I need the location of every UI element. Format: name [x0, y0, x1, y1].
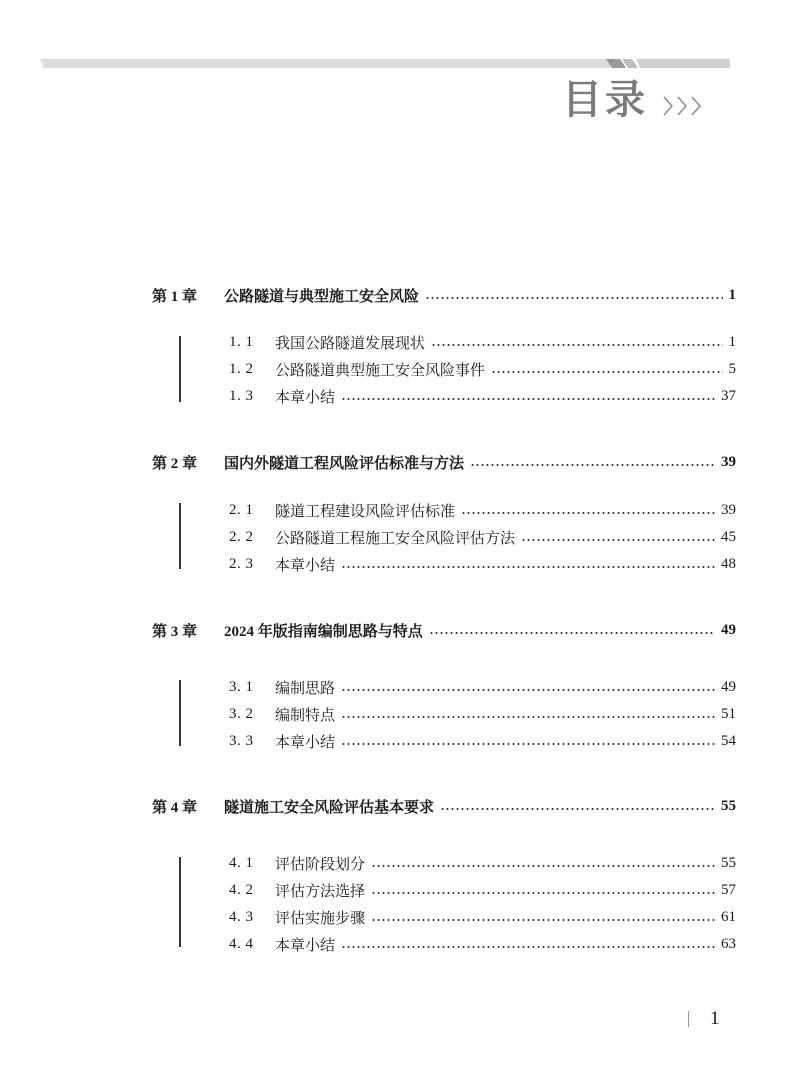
section-group-bar: [179, 680, 181, 746]
toc-section[interactable]: [229, 851, 736, 875]
section-page: 63: [721, 935, 736, 952]
toc-section[interactable]: [229, 932, 736, 956]
section-title: 我国公路隧道发展现状: [275, 335, 426, 352]
section-number: 3. 2: [229, 705, 254, 722]
section-title: 编制思路: [275, 680, 336, 697]
section-group-bar: [179, 857, 181, 947]
dot-leader: [341, 743, 715, 745]
chapter-number: 第 2 章: [152, 455, 198, 472]
chapter-number: 第 1 章: [152, 288, 198, 305]
dot-leader: [371, 919, 715, 921]
dot-leader: [371, 865, 715, 867]
chapter-page: 49: [721, 621, 736, 638]
toc-chapter[interactable]: [152, 450, 736, 474]
section-title: 本章小结: [275, 937, 336, 954]
toc-section[interactable]: [229, 384, 736, 408]
section-number: 2. 1: [229, 501, 254, 518]
section-page: 1: [728, 333, 736, 350]
section-title: 本章小结: [275, 557, 336, 574]
section-page: 39: [721, 501, 736, 518]
section-title: 评估实施步骤: [275, 910, 366, 927]
section-group-bar: [179, 336, 181, 402]
dot-leader: [491, 371, 722, 373]
toc-section[interactable]: [229, 905, 736, 929]
section-title: 评估阶段划分: [275, 856, 366, 873]
section-page: 51: [721, 705, 736, 722]
section-page: 5: [728, 360, 736, 377]
toc-section[interactable]: [229, 675, 736, 699]
chapter-title: 公路隧道与典型施工安全风险: [224, 288, 420, 305]
section-number: 4. 4: [229, 935, 254, 952]
dot-leader: [429, 632, 715, 634]
toc-section[interactable]: [229, 498, 736, 522]
section-group-bar: [179, 503, 181, 569]
section-number: 1. 3: [229, 387, 254, 404]
dot-leader: [425, 297, 722, 299]
toc-section[interactable]: [229, 330, 736, 354]
chevron-right-icon: [662, 95, 706, 117]
toc-section[interactable]: [229, 357, 736, 381]
toc-section[interactable]: [229, 878, 736, 902]
section-number: 1. 2: [229, 360, 254, 377]
dot-leader: [371, 892, 715, 894]
chapter-page: 1: [728, 286, 736, 303]
section-number: 3. 1: [229, 678, 254, 695]
section-title: 本章小结: [275, 734, 336, 751]
dot-leader: [521, 539, 715, 541]
dot-leader: [341, 946, 715, 948]
section-title: 本章小结: [275, 389, 336, 406]
section-title: 评估方法选择: [275, 883, 366, 900]
section-page: 37: [721, 387, 736, 404]
chapter-number: 第 3 章: [152, 623, 198, 640]
section-page: 57: [721, 881, 736, 898]
section-page: 48: [721, 555, 736, 572]
dot-leader: [461, 512, 715, 514]
dot-leader: [341, 398, 715, 400]
chapter-title: 隧道施工安全风险评估基本要求: [224, 799, 435, 816]
section-number: 3. 3: [229, 732, 254, 749]
dot-leader: [341, 716, 715, 718]
toc-chapter[interactable]: [152, 618, 736, 642]
header-decor-bar: [40, 59, 730, 68]
toc-chapter[interactable]: [152, 794, 736, 818]
dot-leader: [440, 808, 715, 810]
dot-leader: [431, 344, 722, 346]
section-number: 1. 1: [229, 333, 254, 350]
toc-section[interactable]: [229, 729, 736, 753]
page-number: 1: [710, 1008, 720, 1029]
chapter-page: 55: [721, 797, 736, 814]
toc-section[interactable]: [229, 552, 736, 576]
page-title: 目录: [562, 77, 648, 123]
dot-leader: [341, 566, 715, 568]
section-title: 公路隧道工程施工安全风险评估方法: [275, 530, 516, 547]
toc-header: [562, 77, 706, 123]
dot-leader: [470, 464, 715, 466]
section-number: 4. 3: [229, 908, 254, 925]
chapter-title: 国内外隧道工程风险评估标准与方法: [224, 455, 465, 472]
section-page: 61: [721, 908, 736, 925]
section-title: 编制特点: [275, 707, 336, 724]
chapter-page: 39: [721, 453, 736, 470]
section-title: 公路隧道典型施工安全风险事件: [275, 362, 486, 379]
toc-section[interactable]: [229, 525, 736, 549]
section-title: 隧道工程建设风险评估标准: [275, 503, 456, 520]
toc-section[interactable]: [229, 702, 736, 726]
footer-divider: [688, 1011, 689, 1027]
toc-chapter[interactable]: [152, 283, 736, 307]
section-page: 54: [721, 732, 736, 749]
dot-leader: [341, 689, 715, 691]
section-number: 4. 2: [229, 881, 254, 898]
chapter-title: 2024 年版指南编制思路与特点: [224, 623, 423, 640]
section-page: 45: [721, 528, 736, 545]
chapter-number: 第 4 章: [152, 799, 198, 816]
section-number: 2. 3: [229, 555, 254, 572]
section-page: 49: [721, 678, 736, 695]
section-number: 2. 2: [229, 528, 254, 545]
section-number: 4. 1: [229, 854, 254, 871]
section-page: 55: [721, 854, 736, 871]
